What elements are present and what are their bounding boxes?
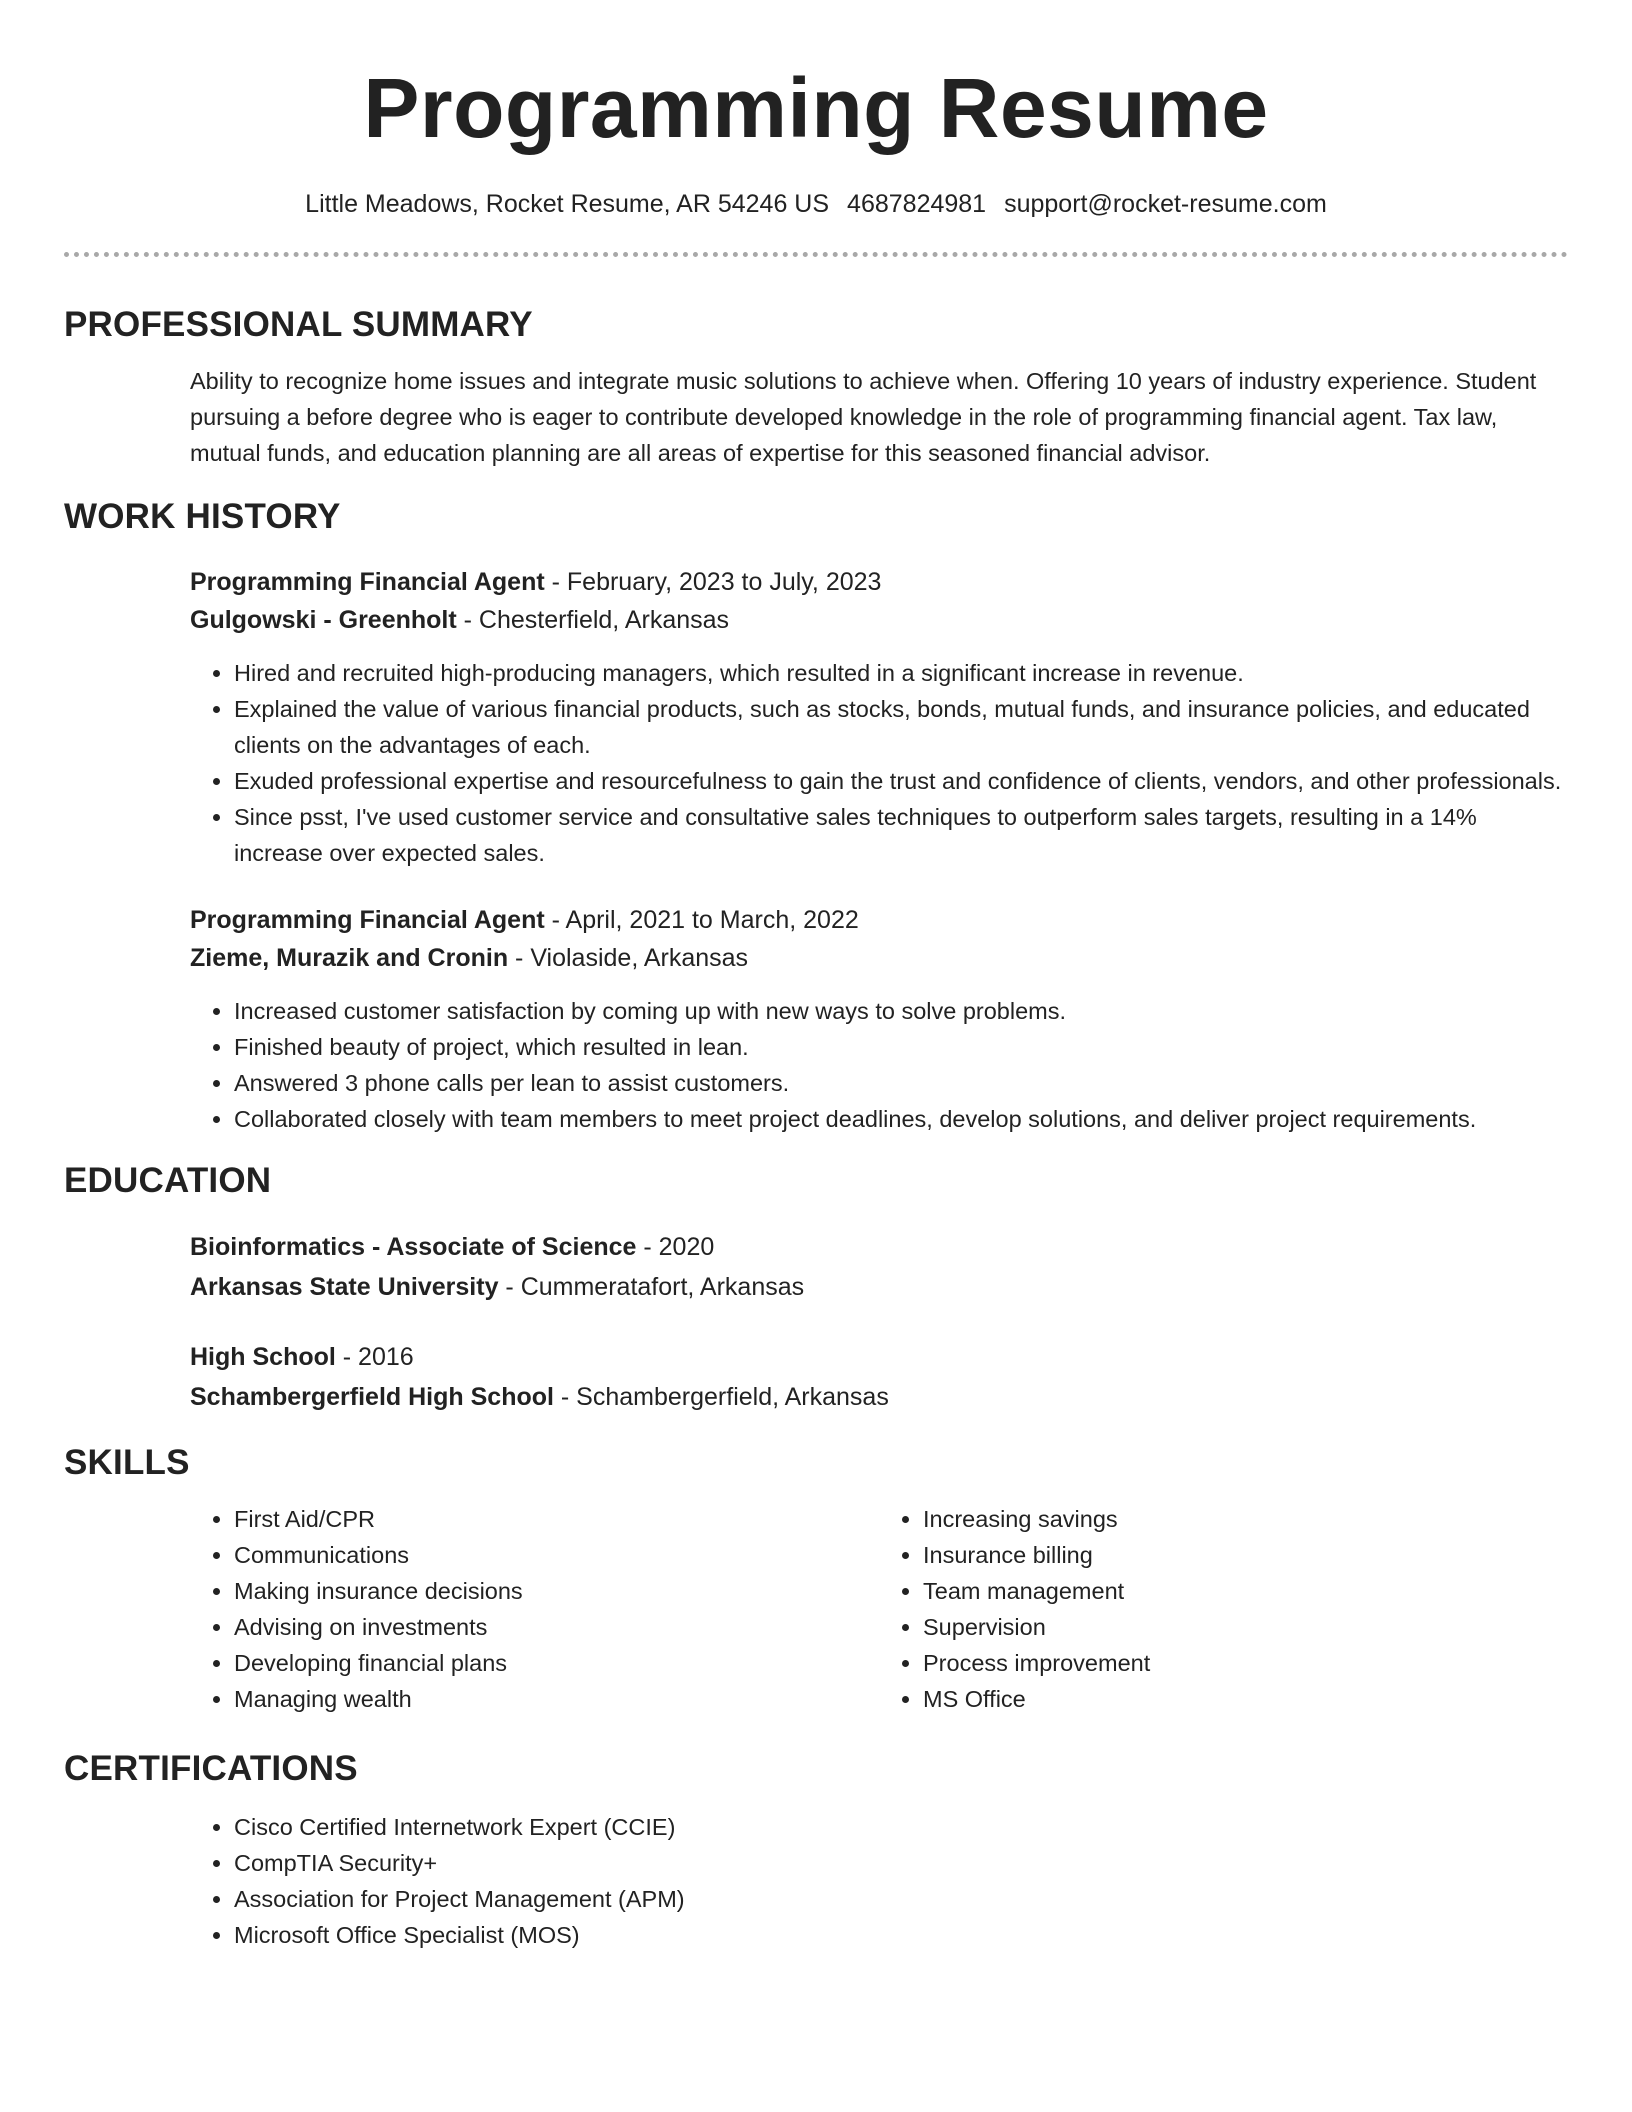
- skills-right-column: [879, 1501, 1568, 1717]
- certification-item: • CompTIA Security+: [234, 1845, 1568, 1881]
- summary-heading: PROFESSIONAL SUMMARY: [64, 305, 533, 344]
- education-degree: High School: [190, 1343, 336, 1371]
- education-degree: Bioinformatics - Associate of Science: [190, 1233, 637, 1261]
- certifications-heading: CERTIFICATIONS: [64, 1749, 358, 1788]
- certification-item: • Association for Project Management (APM): [234, 1881, 1568, 1917]
- education-school: Schambergerfield High School: [190, 1383, 554, 1411]
- job-company-line: [190, 939, 1568, 977]
- education-location: - Schambergerfield, Arkansas: [553, 1383, 889, 1411]
- education-school-line: [190, 1267, 1568, 1307]
- skill-item: • Supervision: [923, 1609, 1568, 1645]
- job-bullet-list: [190, 993, 1568, 1137]
- job-location: - Chesterfield, Arkansas: [456, 606, 730, 634]
- certification-item: • Cisco Certified Internetwork Expert (CCIE): [234, 1809, 1568, 1845]
- job-dates: - April, 2021 to March, 2022: [544, 906, 859, 934]
- skill-item: • MS Office: [923, 1681, 1568, 1717]
- skills-heading: SKILLS: [64, 1443, 190, 1482]
- job-company: Zieme, Murazik and Cronin: [190, 944, 509, 972]
- job-location: - Violaside, Arkansas: [508, 944, 749, 972]
- job-bullet: • Increased customer satisfaction by coming up with new ways to solve problems.: [234, 993, 1568, 1029]
- education-degree-line: [190, 1227, 1568, 1267]
- contact-phone: 4687824981: [847, 190, 987, 218]
- education-degree-line: [190, 1337, 1568, 1377]
- education-year: - 2016: [335, 1343, 414, 1371]
- skill-item: • Team management: [923, 1573, 1568, 1609]
- skill-item: • Managing wealth: [234, 1681, 879, 1717]
- job-company-line: [190, 601, 1568, 639]
- certifications-list-wrapper: [190, 1809, 1568, 1953]
- skills-left-column: [190, 1501, 879, 1717]
- work-history-heading: WORK HISTORY: [64, 497, 341, 536]
- education-location: - Cummeratafort, Arkansas: [498, 1273, 805, 1301]
- skills-grid: [190, 1501, 1568, 1717]
- education-entry: [190, 1227, 1568, 1307]
- summary-text: Ability to recognize home issues and integrate music solutions to achieve when. Offering 10 years of industry experience. Student pursuing a before degree who is eager to contribute developed knowledge in the role of programming financial agent. Tax law, mutual funds, and education planning are all areas of expertise for this seasoned financial advisor.: [190, 368, 1537, 466]
- education-heading: EDUCATION: [64, 1161, 272, 1200]
- job-bullet: • Answered 3 phone calls per lean to assist customers.: [234, 1065, 1568, 1101]
- education-year: - 2020: [636, 1233, 715, 1261]
- job-bullet: • Since psst, I've used customer service and consultative sales techniques to outperform sales targets, resulting in a 14% increase over expected sales.: [234, 799, 1568, 871]
- skill-item: • Process improvement: [923, 1645, 1568, 1681]
- job-role: Programming Financial Agent: [190, 568, 545, 596]
- contact-line: [64, 186, 1568, 222]
- skill-item: • Communications: [234, 1537, 879, 1573]
- skill-item: • Increasing savings: [923, 1501, 1568, 1537]
- job-bullet: • Explained the value of various financial products, such as stocks, bonds, mutual funds, and insurance policies, and educated clients on the advantages of each.: [234, 691, 1568, 763]
- job-bullet: • Exuded professional expertise and resourcefulness to gain the trust and confidence of clients, vendors, and other professionals.: [234, 763, 1568, 799]
- skill-item: • Developing financial plans: [234, 1645, 879, 1681]
- job-title-line: [190, 901, 1568, 939]
- job-company: Gulgowski - Greenholt: [190, 606, 457, 634]
- job-bullet: • Collaborated closely with team members to meet project deadlines, develop solutions, and deliver project requirements.: [234, 1101, 1568, 1137]
- contact-address: Little Meadows, Rocket Resume, AR 54246 US: [305, 190, 830, 218]
- header-divider: [64, 252, 1568, 257]
- job-entry: [190, 563, 1568, 871]
- skill-item: • Advising on investments: [234, 1609, 879, 1645]
- job-role: Programming Financial Agent: [190, 906, 545, 934]
- education-school-line: [190, 1377, 1568, 1417]
- education-entry: [190, 1337, 1568, 1417]
- certification-item: • Microsoft Office Specialist (MOS): [234, 1917, 1568, 1953]
- certifications-list: [190, 1809, 1568, 1953]
- job-dates: - February, 2023 to July, 2023: [544, 568, 882, 596]
- job-entry: [190, 901, 1568, 1137]
- job-title-line: [190, 563, 1568, 601]
- job-bullet-list: [190, 655, 1568, 871]
- skill-item: • Making insurance decisions: [234, 1573, 879, 1609]
- skill-item: • Insurance billing: [923, 1537, 1568, 1573]
- job-bullet: • Hired and recruited high-producing managers, which resulted in a significant increase in revenue.: [234, 655, 1568, 691]
- job-bullet: • Finished beauty of project, which resulted in lean.: [234, 1029, 1568, 1065]
- contact-email: support@rocket-resume.com: [1004, 190, 1327, 218]
- education-school: Arkansas State University: [190, 1273, 499, 1301]
- resume-name: Programming Resume: [363, 61, 1269, 155]
- skill-item: • First Aid/CPR: [234, 1501, 879, 1537]
